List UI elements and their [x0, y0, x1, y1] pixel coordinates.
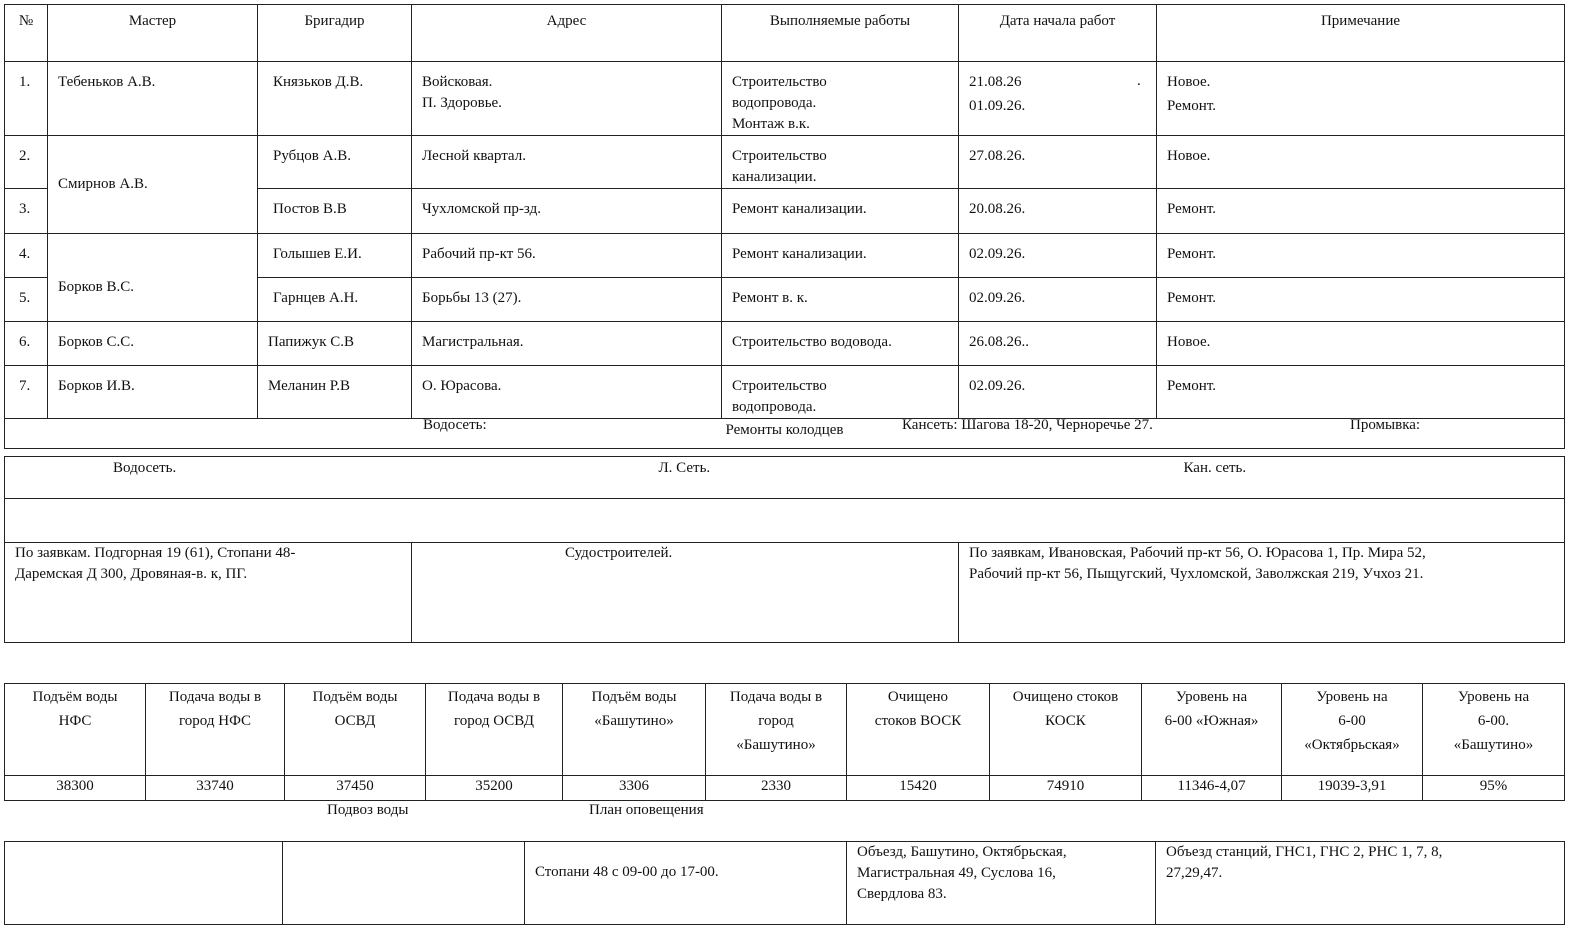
brigadier-cell: Папижук С.В	[258, 322, 412, 366]
header-osvd-supply: Подача воды в город ОСВД	[426, 684, 563, 776]
col-header-works: Выполняемые работы	[722, 5, 959, 62]
note-cell: Новое.	[1157, 322, 1565, 366]
address-cell: Рабочий пр-кт 56.	[412, 234, 722, 278]
brigadier-cell: Голышев Е.И.	[258, 234, 412, 278]
value-osvd-lift: 37450	[285, 776, 426, 801]
brigadier-cell: Князьков Д.В.	[258, 62, 412, 136]
address-cell: Борьбы 13 (27).	[412, 278, 722, 322]
note-cell: Новое. Ремонт.	[1157, 62, 1565, 136]
wells-kanset-label: Кансеть: Шагова 18-20, Черноречье 27.	[902, 417, 1153, 433]
address-cell: Войсковая. П. Здоровье.	[412, 62, 722, 136]
delivery-table	[4, 841, 1565, 925]
networks-header-vodoset-text: Водосеть.	[113, 460, 177, 476]
header-nfs-supply: Подача воды в город НФС	[146, 684, 285, 776]
note-cell: Ремонт.	[1157, 278, 1565, 322]
value-nfs-supply: 33740	[146, 776, 285, 801]
value-kosk-cleaned: 74910	[990, 776, 1142, 801]
table-row	[5, 234, 1565, 278]
date-cell: 02.09.26.	[959, 366, 1157, 419]
networks-header-lset	[412, 457, 959, 499]
address-cell: Лесной квартал.	[412, 136, 722, 189]
networks-header-row	[5, 457, 1565, 499]
value-level-bashutino: 95%	[1423, 776, 1565, 801]
col-header-address: Адрес	[412, 5, 722, 62]
header-osvd-lift: Подъём воды ОСВД	[285, 684, 426, 776]
works-cell: Строительство канализации.	[722, 136, 959, 189]
works-cell: Строительство водовода.	[722, 322, 959, 366]
note-cell: Ремонт.	[1157, 189, 1565, 234]
networks-header-lset-text: Л. Сеть.	[658, 460, 711, 476]
networks-vodoset-cell: По заявкам. Подгорная 19 (61), Стопани 48- Даремская Д 300, Дровяная-в. к, ПГ.	[5, 543, 412, 643]
works-cell: Строительство водопровода. Монтаж в.к.	[722, 62, 959, 136]
networks-blank-cell	[5, 499, 1565, 543]
row-number: 7.	[5, 366, 48, 419]
delivery-detour-cell: Объезд, Башутино, Октябрьская, Магистральная 49, Суслова 16, Свердлова 83.	[847, 842, 1156, 925]
brigadier-cell: Постов В.В	[258, 189, 412, 234]
note-cell: Новое.	[1157, 136, 1565, 189]
water-stats-table	[4, 683, 1565, 801]
delivery-stopani-cell: Стопани 48 с 09-00 до 17-00.	[525, 842, 847, 925]
table-row	[5, 322, 1565, 366]
col-header-number: №	[5, 5, 48, 62]
networks-content-row	[5, 543, 1565, 643]
networks-header-kanset-text: Кан. сеть.	[1183, 460, 1247, 476]
col-header-note: Примечание	[1157, 5, 1565, 62]
note-cell: Ремонт.	[1157, 234, 1565, 278]
networks-lset-cell	[412, 543, 959, 643]
date-cell: 20.08.26.	[959, 189, 1157, 234]
value-level-oktyabrskaya: 19039-3,91	[1282, 776, 1423, 801]
header-level-bashutino: Уровень на 6-00. «Башутино»	[1423, 684, 1565, 776]
value-vosk-cleaned: 15420	[847, 776, 990, 801]
networks-kanset-cell: По заявкам, Ивановская, Рабочий пр-кт 56, О. Юрасова 1, Пр. Мира 52, Рабочий пр-кт 56, Пыщугский, Чухломской, Заволжская 219, Учхоз 21.	[959, 543, 1565, 643]
table-row	[5, 136, 1565, 189]
brigadier-cell: Гарнцев А.Н.	[258, 278, 412, 322]
row-number: 3.	[5, 189, 48, 234]
date-mark: .	[1137, 73, 1141, 89]
table-row	[5, 62, 1565, 136]
date-cell: 02.09.26.	[959, 234, 1157, 278]
value-level-yuzhnaya: 11346-4,07	[1142, 776, 1282, 801]
date-cell	[959, 62, 1157, 136]
value-nfs-lift: 38300	[5, 776, 146, 801]
value-osvd-supply: 35200	[426, 776, 563, 801]
work-table-footer-row	[5, 419, 1565, 449]
delivery-stations-cell: Объезд станций, ГНС1, ГНС 2, РНС 1, 7, 8, 27,29,47.	[1156, 842, 1565, 925]
value-bashutino-supply: 2330	[706, 776, 847, 801]
works-cell: Строительство водопровода.	[722, 366, 959, 419]
row-number: 2.	[5, 136, 48, 189]
notification-plan-label: План оповещения	[589, 802, 704, 818]
networks-table	[4, 456, 1565, 643]
row-number: 6.	[5, 322, 48, 366]
wells-repair-title: Ремонты колодцев	[5, 419, 1565, 449]
work-table-header	[5, 5, 1565, 62]
brigadier-cell: Меланин Р.В	[258, 366, 412, 419]
networks-lset-text: Судостроителей.	[565, 545, 673, 561]
water-stats-values-row	[5, 776, 1565, 801]
header-bashutino-lift: Подъём воды «Башутино»	[563, 684, 706, 776]
row-number: 4.	[5, 234, 48, 278]
date-cell: 27.08.26.	[959, 136, 1157, 189]
delivery-row	[5, 842, 1565, 925]
col-header-start-date: Дата начала работ	[959, 5, 1157, 62]
brigadier-cell: Рубцов А.В.	[258, 136, 412, 189]
header-level-yuzhnaya: Уровень на 6-00 «Южная»	[1142, 684, 1282, 776]
water-delivery-label: Подвоз воды	[327, 802, 409, 818]
master-cell: Борков И.В.	[48, 366, 258, 419]
note-cell: Ремонт.	[1157, 366, 1565, 419]
row-number: 1.	[5, 62, 48, 136]
header-level-oktyabrskaya: Уровень на 6-00 «Октябрьская»	[1282, 684, 1423, 776]
works-cell: Ремонт в. к.	[722, 278, 959, 322]
date-cell: 26.08.26..	[959, 322, 1157, 366]
header-kosk-cleaned: Очищено стоков КОСК	[990, 684, 1142, 776]
wells-vodoset-label: Водосеть:	[423, 417, 487, 433]
networks-header-kanset	[959, 457, 1565, 499]
address-cell: Магистральная.	[412, 322, 722, 366]
col-header-master: Мастер	[48, 5, 258, 62]
delivery-empty-cell-1	[5, 842, 283, 925]
works-cell: Ремонт канализации.	[722, 234, 959, 278]
date-value: 21.08.26 01.09.26.	[969, 74, 1026, 114]
header-nfs-lift: Подъём воды НФС	[5, 684, 146, 776]
col-header-brigadier: Бригадир	[258, 5, 412, 62]
master-cell-merged: Смирнов А.В.	[48, 136, 258, 234]
networks-header-vodoset	[5, 457, 412, 499]
address-cell: Чухломской пр-зд.	[412, 189, 722, 234]
water-stats-header-row	[5, 684, 1565, 776]
date-cell: 02.09.26.	[959, 278, 1157, 322]
master-cell-merged: Борков В.С.	[48, 234, 258, 322]
work-table	[4, 4, 1565, 449]
works-cell: Ремонт канализации.	[722, 189, 959, 234]
master-cell: Тебеньков А.В.	[48, 62, 258, 136]
row-number: 5.	[5, 278, 48, 322]
header-vosk-cleaned: Очищено стоков ВОСК	[847, 684, 990, 776]
address-cell: О. Юрасова.	[412, 366, 722, 419]
value-bashutino-lift: 3306	[563, 776, 706, 801]
wells-promyvka-label: Промывка:	[1350, 417, 1421, 433]
header-bashutino-supply: Подача воды в город «Башутино»	[706, 684, 847, 776]
table-row	[5, 366, 1565, 419]
delivery-empty-cell-2	[283, 842, 525, 925]
networks-blank-row	[5, 499, 1565, 543]
master-cell: Борков С.С.	[48, 322, 258, 366]
